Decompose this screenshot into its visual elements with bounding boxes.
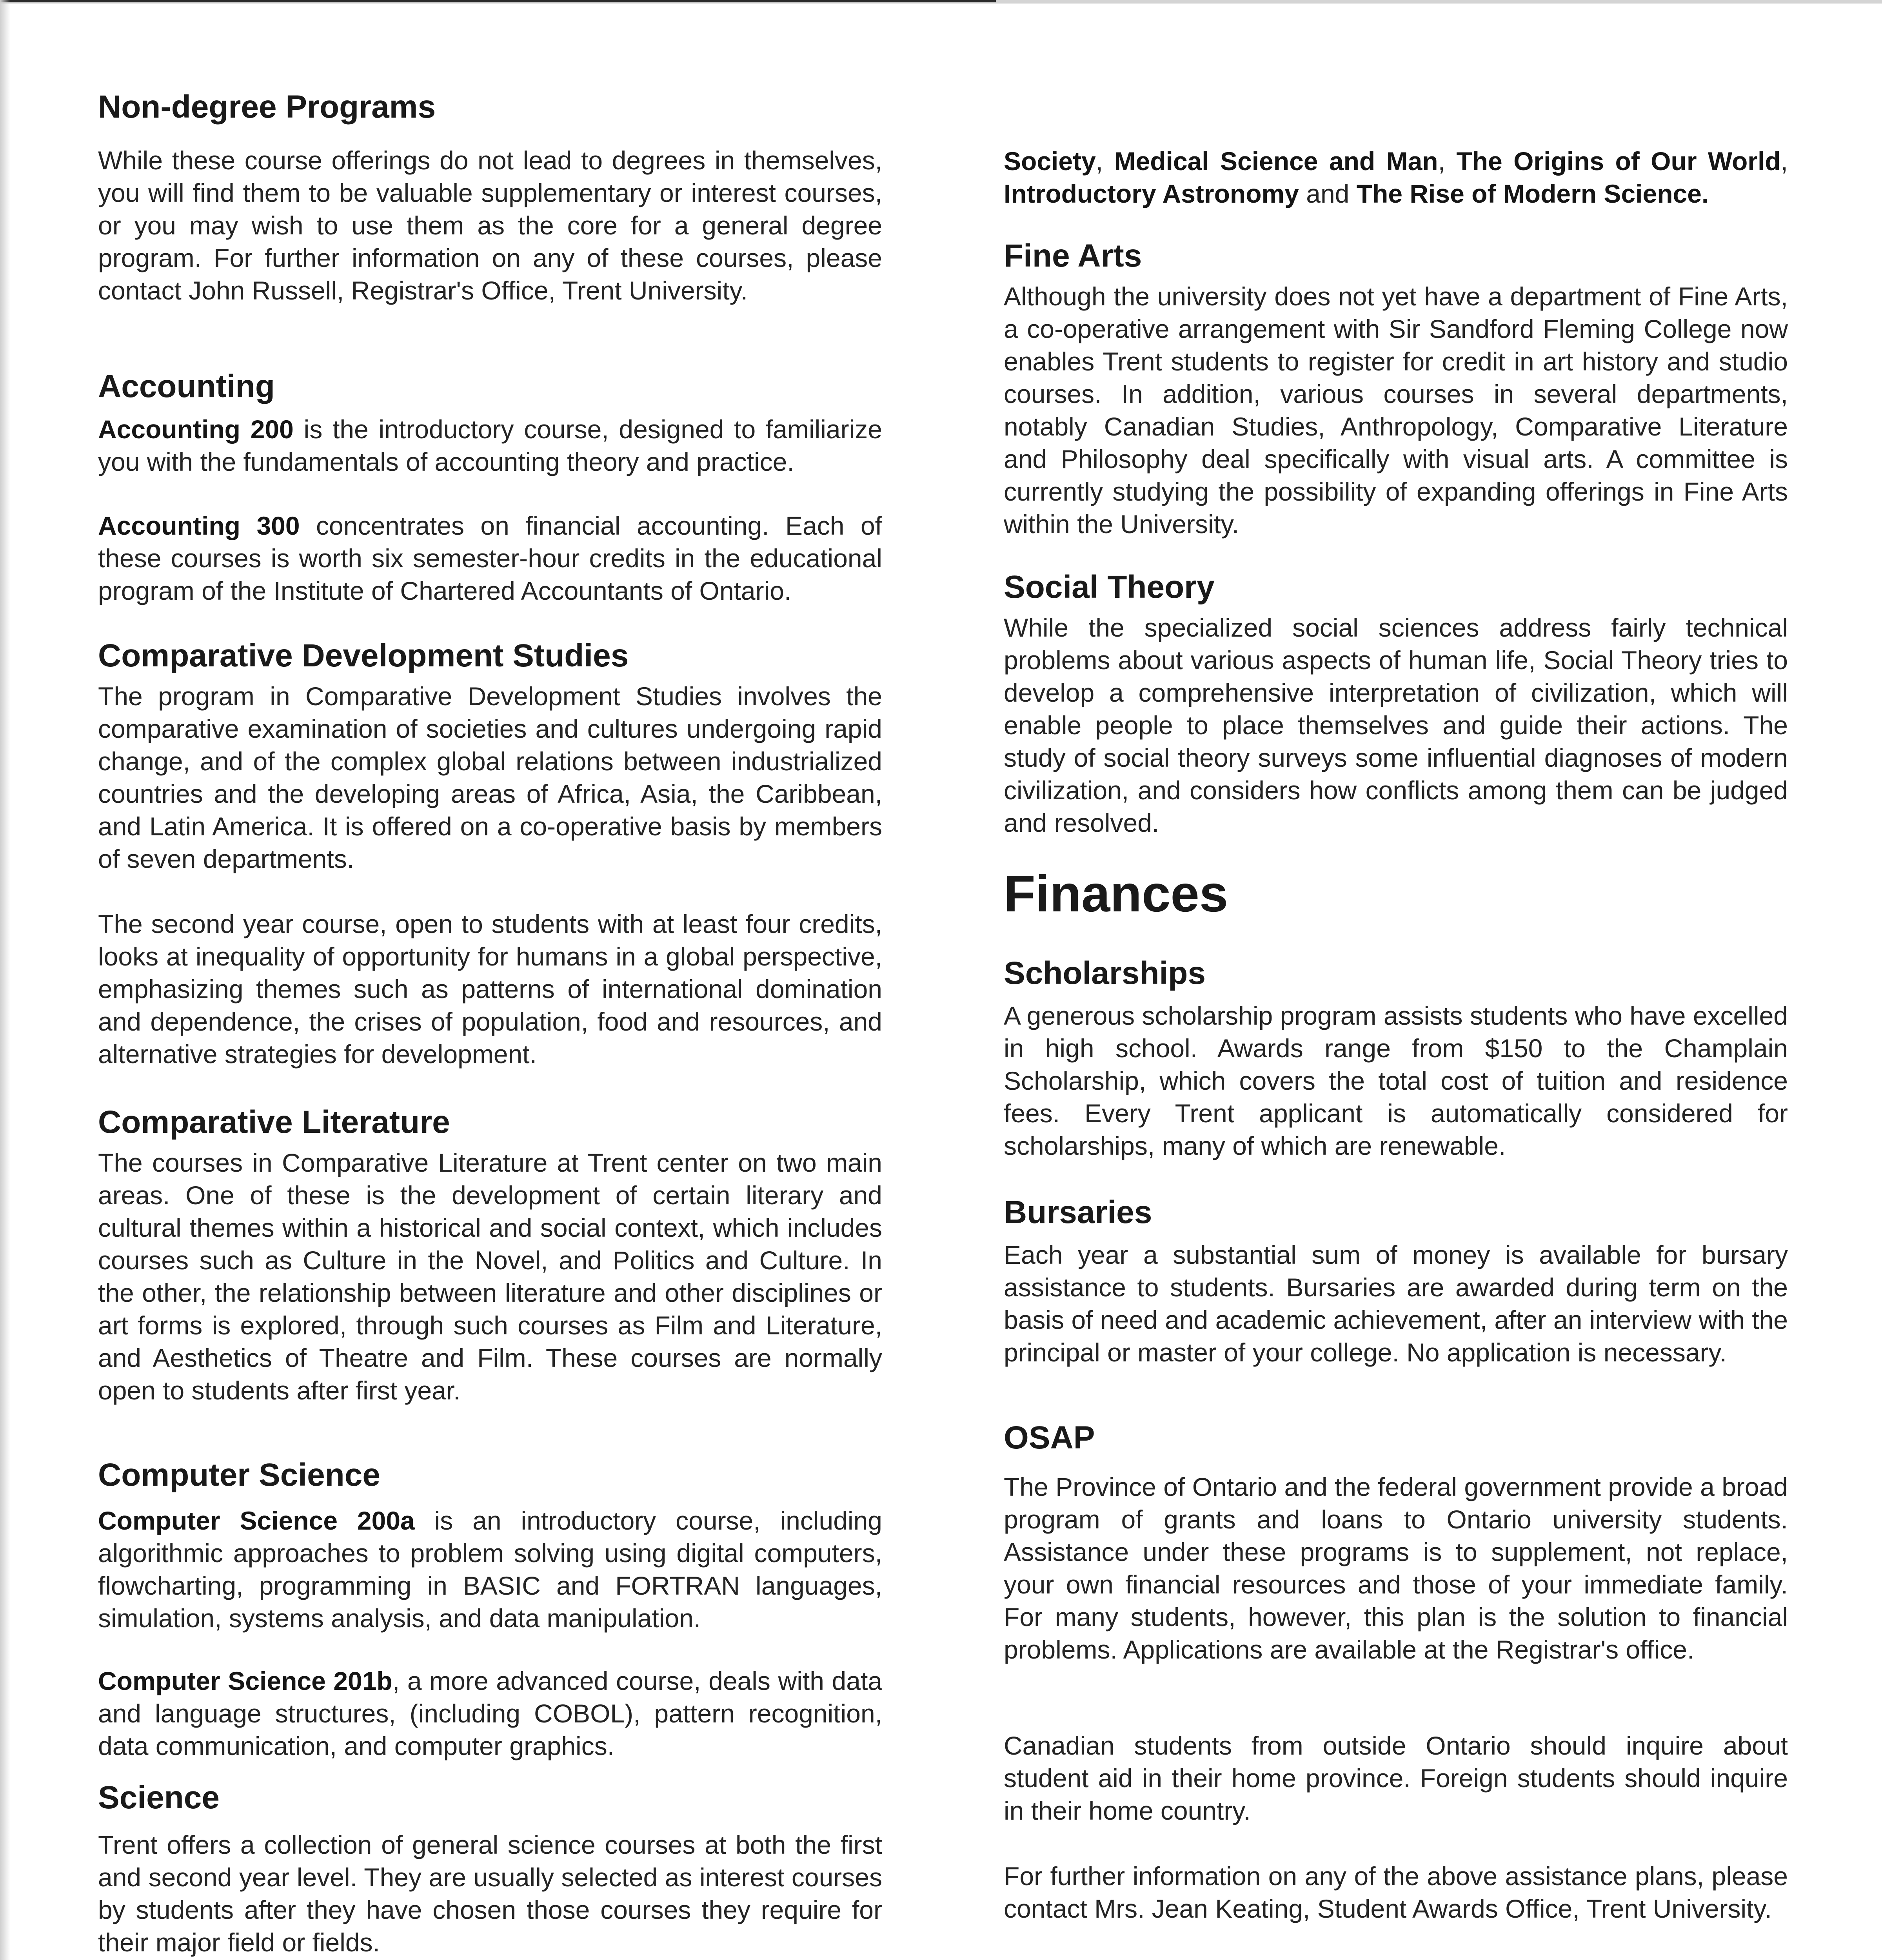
accounting-200-label: Accounting 200 bbox=[98, 415, 294, 444]
comparative-development-paragraph-1: The program in Comparative Development Studies involves the comparative examination of societies and cultures undergoing rapid change, and of the complex global relations between industrialized countries and the developing areas of Africa, Asia, the Caribbean, and Latin America. It is offered on a co-operative basis by members of seven departments. bbox=[98, 682, 882, 873]
separator-4: and bbox=[1299, 179, 1357, 208]
scholarships-body: A generous scholarship program assists students who have excelled in high school. Awards range from $150 to the Champlain Scholarship, which covers the total cost of tuition and residence fees. Every Trent applicant is automatically considered for scholarships, many of which are renewable. bbox=[1004, 1001, 1788, 1160]
accounting-300-text: concentrates on financial accounting. Each of these courses is worth six semester-hour credits in the educational program of the Institute of Chartered Accountants of Ontario. bbox=[98, 511, 882, 605]
accounting-300-label: Accounting 300 bbox=[98, 511, 300, 540]
heading-osap: OSAP bbox=[1004, 1420, 1095, 1455]
accounting-paragraph-1 bbox=[98, 413, 882, 478]
separator-3: , bbox=[1780, 147, 1788, 176]
heading-finances: Finances bbox=[1004, 865, 1228, 922]
comparative-development-paragraph-2: The second year course, open to students with at least four credits, looks at inequality of opportunity for humans in a global perspective, emphasizing themes such as patterns of international domination and dependence, the crises of population, food and resources, and alternative strategies for development. bbox=[98, 909, 882, 1069]
accounting-200-text: is the introductory course, designed to familiarize you with the fundamentals of accounting theory and practice. bbox=[98, 415, 882, 476]
heading-accounting: Accounting bbox=[98, 368, 275, 404]
heading-science: Science bbox=[98, 1780, 220, 1815]
course-medical-science-and-man: Medical Science and Man bbox=[1114, 147, 1438, 176]
heading-comparative-development-studies: Comparative Development Studies bbox=[98, 638, 629, 673]
heading-scholarships: Scholarships bbox=[1004, 955, 1206, 991]
binding-shadow bbox=[0, 0, 10, 1960]
heading-comparative-literature: Comparative Literature bbox=[98, 1104, 450, 1140]
computer-science-201b-text: , a more advanced course, deals with data and language structures, (including COBOL), pattern recognition, data communication, and computer graphics. bbox=[98, 1666, 882, 1760]
separator-2: , bbox=[1438, 147, 1457, 176]
computer-science-paragraph-1 bbox=[98, 1504, 882, 1635]
osap-paragraph-2: Canadian students from outside Ontario should inquire about student aid in their home province. Foreign students should inquire in their home country. bbox=[1004, 1731, 1788, 1825]
heading-fine-arts: Fine Arts bbox=[1004, 238, 1142, 274]
computer-science-paragraph-2 bbox=[98, 1665, 882, 1762]
fine-arts-body: Although the university does not yet have a department of Fine Arts, a co-operative arrangement with Sir Sandford Fleming College now enables Trent students to register for credit in art history and studio courses. In addition, various courses in several departments, notably Canadian Studies, Anthropology, Comparative Literature and Philosophy deal specifically with visual arts. A committee is currently studying the possibility of expanding offerings in Fine Arts within the University. bbox=[1004, 282, 1788, 539]
osap-paragraph-3: For further information on any of the above assistance plans, please contact Mrs. Jean Keating, Student Awards Office, Trent University. bbox=[1004, 1862, 1788, 1923]
heading-social-theory: Social Theory bbox=[1004, 569, 1215, 605]
course-society: Society bbox=[1004, 147, 1096, 176]
heading-bursaries: Bursaries bbox=[1004, 1194, 1152, 1230]
computer-science-201b-label: Computer Science 201b bbox=[98, 1666, 392, 1695]
separator-1: , bbox=[1095, 147, 1114, 176]
course-introductory-astronomy: Introductory Astronomy bbox=[1004, 179, 1299, 208]
course-origins-of-our-world: The Origins of Our World bbox=[1456, 147, 1781, 176]
accounting-paragraph-2 bbox=[98, 510, 882, 607]
computer-science-200a-label: Computer Science 200a bbox=[98, 1506, 415, 1535]
heading-computer-science: Computer Science bbox=[98, 1457, 380, 1493]
course-rise-of-modern-science: The Rise of Modern Science. bbox=[1356, 179, 1709, 208]
bursaries-body: Each year a substantial sum of money is available for bursary assistance to students. Bursaries are awarded during term on the basis of need and academic achievement, after an interview with the principal or master of your college. No application is necessary. bbox=[1004, 1240, 1788, 1367]
computer-science-200a-text: is an introductory course, including algorithmic approaches to problem solving using digital computers, flowcharting, programming in BASIC and FORTRAN languages, simulation, systems analysis, and data manipulation. bbox=[98, 1506, 882, 1633]
social-theory-body: While the specialized social sciences address fairly technical problems about various aspects of human life, Social Theory tries to develop a comprehensive interpretation of civilization, which will enable people to place themselves and guide their actions. The study of social theory surveys some influential diagnoses of modern civilization, and considers how conflicts among them can be judged and resolved. bbox=[1004, 613, 1788, 837]
heading-non-degree-programs: Non-degree Programs bbox=[98, 89, 436, 125]
page-top-rule bbox=[0, 0, 996, 2]
science-paragraph-1: Trent offers a collection of general science courses at both the first and second year level. They are usually selected as interest courses by students after they have chosen those courses they require for their major field or fields. bbox=[98, 1830, 882, 1957]
non-degree-body: While these course offerings do not lead to degrees in themselves, you will find them to be valuable supplementary or interest courses, or you may wish to use them as the core for a general degree program. For further information on any of these courses, please contact John Russell, Registrar's Office, Trent University. bbox=[98, 146, 882, 305]
science-courses-continued bbox=[1004, 145, 1788, 210]
osap-paragraph-1: The Province of Ontario and the federal government provide a broad program of grants and loans to Ontario university students. Assistance under these programs is to supplement, not replace, your own financial resources and those of your immediate family. For many students, however, this plan is the solution to financial problems. Applications are available at the Registrar's office. bbox=[1004, 1472, 1788, 1664]
comparative-literature-body: The courses in Comparative Literature at Trent center on two main areas. One of these is the development of certain literary and cultural themes within a historical and social context, which includes courses such as Culture in the Novel, and Politics and Culture. In the other, the relationship between literature and other disciplines or art forms is explored, through such courses as Film and Literature, and Aesthetics of Theatre and Film. These courses are normally open to students after first year. bbox=[98, 1148, 882, 1405]
